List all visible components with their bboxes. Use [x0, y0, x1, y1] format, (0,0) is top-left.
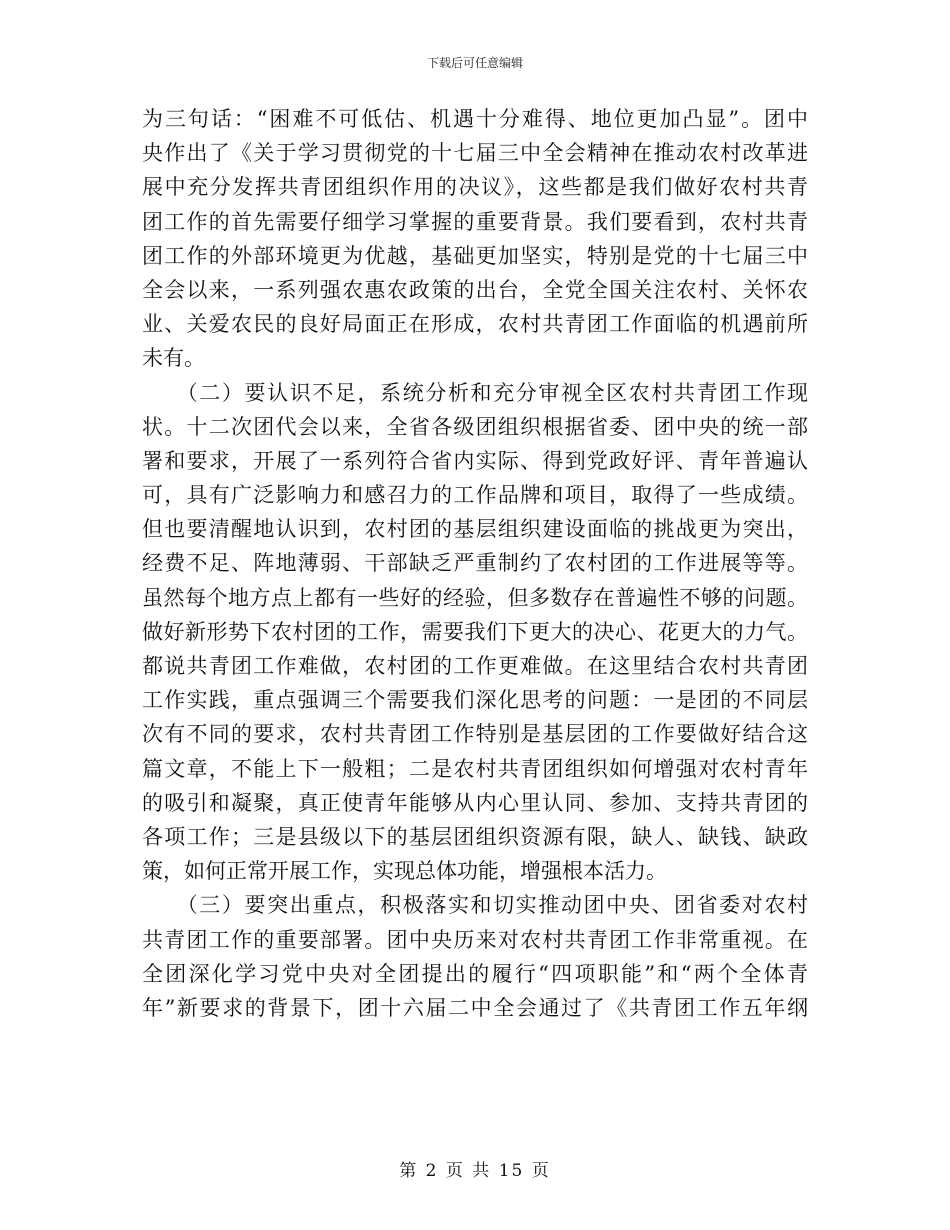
text-line: 业、关爱农民的良好局面正在形成，农村共青团工作面临的机遇前所 — [142, 312, 808, 337]
text-line: 团工作的首先需要仔细学习掌握的重要背景。我们要看到，农村共青 — [142, 209, 808, 234]
text-line: 做好新形势下农村团的工作，需要我们下更大的决心、花更大的力气。 — [142, 619, 808, 644]
text-line: 共青团工作的重要部署。团中央历来对农村共青团工作非常重视。在 — [142, 927, 808, 952]
text-line: 都说共青团工作难做，农村团的工作更难做。在这里结合农村共青团 — [142, 654, 808, 678]
body-text — [142, 102, 808, 1025]
text-line: 央作出了《关于学习贯彻党的十七届三中全会精神在推动农村改革进 — [142, 141, 808, 166]
text-line: 全会以来，一系列强农惠农政策的出台，全党全国关注农村、关怀农 — [142, 277, 808, 302]
text-line: 的吸引和凝聚，真正使青年能够从内心里认同、参加、支持共青团的 — [142, 790, 808, 815]
text-line: 但也要清醒地认识到，农村团的基层组织建设面临的挑战更为突出， — [142, 517, 808, 542]
text-line: 署和要求，开展了一系列符合省内实际、得到党政好评、青年普遍认 — [142, 448, 808, 473]
text-line: 各项工作；三是县级以下的基层团组织资源有限，缺人、缺钱、缺政 — [142, 824, 808, 849]
text-line: 全团深化学习党中央对全团提出的履行“四项职能”和“两个全体青 — [142, 961, 808, 986]
text-line: 为三句话：“困难不可低估、机遇十分难得、地位更加凸显”。团中 — [142, 107, 808, 131]
page-footer: 第 2 页 共 15 页 — [399, 1161, 551, 1181]
text-line: 展中充分发挥共青团组织作用的决议》，这些都是我们做好农村共青 — [142, 175, 808, 200]
text-line: （三）要突出重点，积极落实和切实推动团中央、团省委对农村 — [142, 893, 808, 918]
text-line: 年”新要求的背景下，团十六届二中全会通过了《共青团工作五年纲 — [142, 995, 808, 1020]
text-line: 未有。 — [142, 346, 205, 371]
text-line: 经费不足、阵地薄弱、干部缺乏严重制约了农村团的工作进展等等。 — [142, 551, 808, 576]
page-header: 下载后可任意编辑 — [426, 56, 523, 70]
text-line: 虽然每个地方点上都有一些好的经验，但多数存在普遍性不够的问题。 — [142, 585, 808, 610]
text-line: 可，具有广泛影响力和感召力的工作品牌和项目，取得了一些成绩。 — [142, 483, 808, 508]
text-line: （二）要认识不足，系统分析和充分审视全区农村共青团工作现 — [142, 380, 808, 405]
text-line: 状。十二次团代会以来，全省各级团组织根据省委、团中央的统一部 — [142, 414, 808, 439]
text-line: 篇文章，不能上下一般粗；二是农村共青团组织如何增强对农村青年 — [142, 756, 808, 781]
text-line: 工作实践，重点强调三个需要我们深化思考的问题：一是团的不同层 — [142, 688, 808, 713]
text-line: 团工作的外部环境更为优越，基础更加坚实，特别是党的十七届三中 — [142, 243, 808, 268]
text-line: 次有不同的要求，农村共青团工作特别是基层团的工作要做好结合这 — [142, 722, 808, 747]
text-line: 策，如何正常开展工作，实现总体功能，增强根本活力。 — [142, 859, 667, 884]
